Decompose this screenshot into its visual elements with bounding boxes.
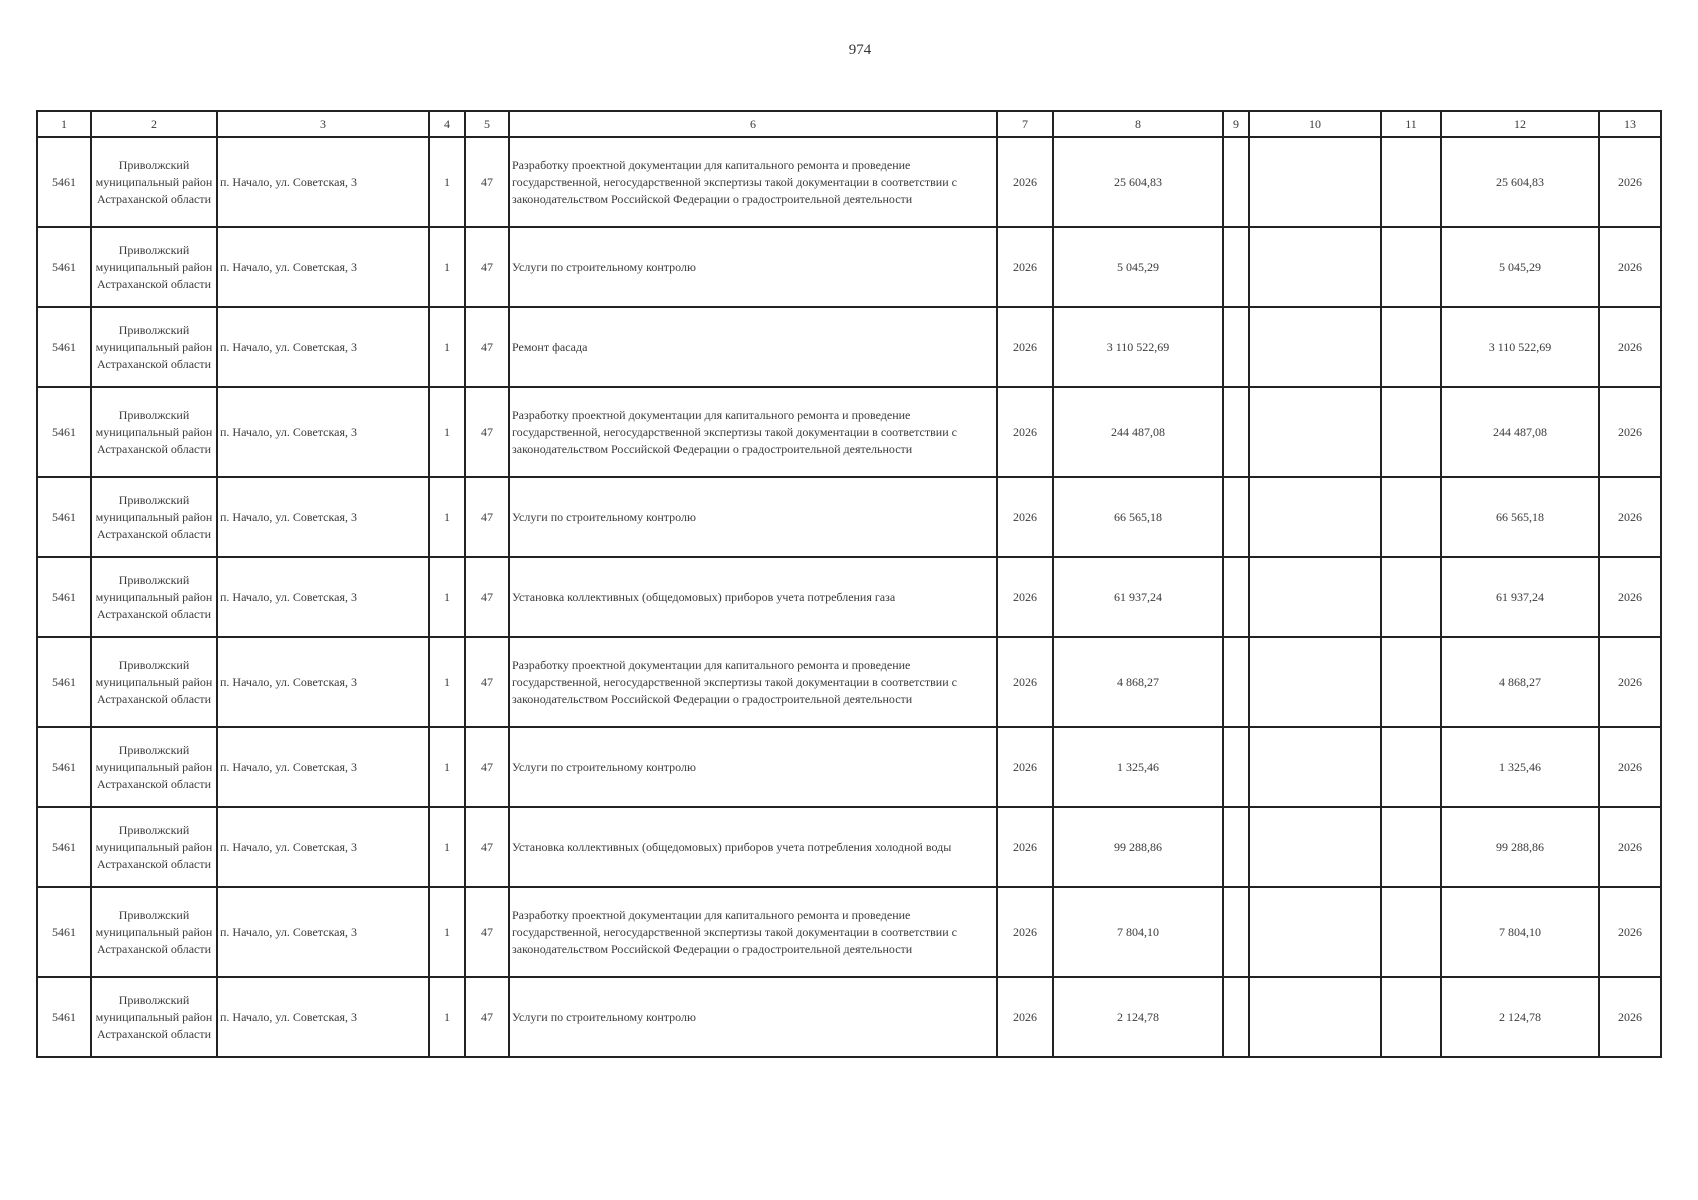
cell-end-year: 2026 <box>1599 137 1661 227</box>
table-body <box>37 137 1661 1057</box>
table-row <box>37 977 1661 1057</box>
cell-code: 5461 <box>37 887 91 977</box>
cell-col4: 1 <box>429 387 465 477</box>
cell-cost: 25 604,83 <box>1053 137 1223 227</box>
cell-address: п. Начало, ул. Советская, 3 <box>217 387 429 477</box>
cell-col4: 1 <box>429 307 465 387</box>
program-table-container <box>36 110 1660 1058</box>
cell-col9 <box>1223 977 1249 1057</box>
cell-col11 <box>1381 477 1441 557</box>
cell-col9 <box>1223 807 1249 887</box>
cell-year: 2026 <box>997 387 1053 477</box>
table-header <box>37 111 1661 137</box>
cell-code: 5461 <box>37 137 91 227</box>
cell-col10 <box>1249 557 1381 637</box>
cell-work-type: Разработку проектной документации для капитального ремонта и проведение государственной, негосударственной экспертизы такой документации в соответствии с законодательством Российской Федерации о градостроительной деятельности <box>509 137 997 227</box>
cell-col10 <box>1249 387 1381 477</box>
cell-col4: 1 <box>429 807 465 887</box>
table-row <box>37 727 1661 807</box>
cell-col10 <box>1249 637 1381 727</box>
cell-municipality: Приволжский муниципальный район Астраханской области <box>91 557 217 637</box>
cell-cost: 3 110 522,69 <box>1053 307 1223 387</box>
cell-end-year: 2026 <box>1599 727 1661 807</box>
cell-cost-total: 244 487,08 <box>1441 387 1599 477</box>
cell-col9 <box>1223 887 1249 977</box>
cell-col10 <box>1249 227 1381 307</box>
table-row <box>37 137 1661 227</box>
cell-col4: 1 <box>429 637 465 727</box>
cell-col11 <box>1381 807 1441 887</box>
table-row <box>37 307 1661 387</box>
column-header-2: 2 <box>91 111 217 137</box>
cell-year: 2026 <box>997 477 1053 557</box>
cell-end-year: 2026 <box>1599 307 1661 387</box>
cell-cost: 244 487,08 <box>1053 387 1223 477</box>
cell-end-year: 2026 <box>1599 807 1661 887</box>
cell-end-year: 2026 <box>1599 557 1661 637</box>
cell-cost: 1 325,46 <box>1053 727 1223 807</box>
cell-code: 5461 <box>37 727 91 807</box>
cell-col10 <box>1249 477 1381 557</box>
cell-municipality: Приволжский муниципальный район Астраханской области <box>91 977 217 1057</box>
program-table <box>36 110 1662 1058</box>
cell-col5: 47 <box>465 137 509 227</box>
cell-col5: 47 <box>465 887 509 977</box>
cell-cost-total: 25 604,83 <box>1441 137 1599 227</box>
cell-municipality: Приволжский муниципальный район Астраханской области <box>91 887 217 977</box>
cell-cost-total: 1 325,46 <box>1441 727 1599 807</box>
cell-municipality: Приволжский муниципальный район Астраханской области <box>91 637 217 727</box>
cell-code: 5461 <box>37 637 91 727</box>
cell-year: 2026 <box>997 807 1053 887</box>
cell-address: п. Начало, ул. Советская, 3 <box>217 307 429 387</box>
cell-col4: 1 <box>429 887 465 977</box>
cell-cost-total: 61 937,24 <box>1441 557 1599 637</box>
cell-col9 <box>1223 477 1249 557</box>
cell-work-type: Услуги по строительному контролю <box>509 977 997 1057</box>
column-header-3: 3 <box>217 111 429 137</box>
table-row <box>37 887 1661 977</box>
cell-col11 <box>1381 227 1441 307</box>
column-header-10: 10 <box>1249 111 1381 137</box>
column-header-5: 5 <box>465 111 509 137</box>
column-header-1: 1 <box>37 111 91 137</box>
cell-work-type: Разработку проектной документации для капитального ремонта и проведение государственной, негосударственной экспертизы такой документации в соответствии с законодательством Российской Федерации о градостроительной деятельности <box>509 637 997 727</box>
cell-work-type: Разработку проектной документации для капитального ремонта и проведение государственной, негосударственной экспертизы такой документации в соответствии с законодательством Российской Федерации о градостроительной деятельности <box>509 387 997 477</box>
cell-work-type: Услуги по строительному контролю <box>509 227 997 307</box>
cell-code: 5461 <box>37 477 91 557</box>
cell-code: 5461 <box>37 977 91 1057</box>
cell-col10 <box>1249 307 1381 387</box>
cell-col11 <box>1381 977 1441 1057</box>
cell-cost-total: 99 288,86 <box>1441 807 1599 887</box>
cell-cost-total: 4 868,27 <box>1441 637 1599 727</box>
cell-cost: 66 565,18 <box>1053 477 1223 557</box>
cell-address: п. Начало, ул. Советская, 3 <box>217 977 429 1057</box>
cell-col5: 47 <box>465 307 509 387</box>
cell-code: 5461 <box>37 807 91 887</box>
cell-work-type: Ремонт фасада <box>509 307 997 387</box>
cell-col4: 1 <box>429 227 465 307</box>
cell-col9 <box>1223 227 1249 307</box>
table-row <box>37 477 1661 557</box>
cell-col11 <box>1381 727 1441 807</box>
cell-address: п. Начало, ул. Советская, 3 <box>217 887 429 977</box>
table-row <box>37 227 1661 307</box>
cell-col11 <box>1381 137 1441 227</box>
cell-year: 2026 <box>997 727 1053 807</box>
cell-col9 <box>1223 387 1249 477</box>
cell-col4: 1 <box>429 477 465 557</box>
column-header-13: 13 <box>1599 111 1661 137</box>
cell-cost-total: 3 110 522,69 <box>1441 307 1599 387</box>
cell-municipality: Приволжский муниципальный район Астраханской области <box>91 387 217 477</box>
cell-col5: 47 <box>465 557 509 637</box>
cell-year: 2026 <box>997 977 1053 1057</box>
cell-col4: 1 <box>429 137 465 227</box>
cell-year: 2026 <box>997 637 1053 727</box>
cell-end-year: 2026 <box>1599 977 1661 1057</box>
table-row <box>37 557 1661 637</box>
cell-col4: 1 <box>429 727 465 807</box>
cell-code: 5461 <box>37 557 91 637</box>
cell-address: п. Начало, ул. Советская, 3 <box>217 137 429 227</box>
cell-year: 2026 <box>997 557 1053 637</box>
cell-col4: 1 <box>429 557 465 637</box>
cell-address: п. Начало, ул. Советская, 3 <box>217 807 429 887</box>
cell-col10 <box>1249 807 1381 887</box>
cell-cost: 99 288,86 <box>1053 807 1223 887</box>
cell-year: 2026 <box>997 887 1053 977</box>
cell-col11 <box>1381 557 1441 637</box>
table-row <box>37 807 1661 887</box>
cell-cost: 4 868,27 <box>1053 637 1223 727</box>
cell-cost-total: 7 804,10 <box>1441 887 1599 977</box>
cell-col10 <box>1249 137 1381 227</box>
column-header-12: 12 <box>1441 111 1599 137</box>
cell-col11 <box>1381 887 1441 977</box>
table-row <box>37 387 1661 477</box>
cell-end-year: 2026 <box>1599 637 1661 727</box>
cell-col5: 47 <box>465 807 509 887</box>
column-header-9: 9 <box>1223 111 1249 137</box>
cell-cost: 5 045,29 <box>1053 227 1223 307</box>
cell-col11 <box>1381 307 1441 387</box>
cell-year: 2026 <box>997 307 1053 387</box>
cell-municipality: Приволжский муниципальный район Астраханской области <box>91 727 217 807</box>
cell-municipality: Приволжский муниципальный район Астраханской области <box>91 137 217 227</box>
cell-col9 <box>1223 557 1249 637</box>
cell-end-year: 2026 <box>1599 387 1661 477</box>
cell-col10 <box>1249 977 1381 1057</box>
column-header-11: 11 <box>1381 111 1441 137</box>
table-row <box>37 637 1661 727</box>
cell-col5: 47 <box>465 727 509 807</box>
cell-work-type: Разработку проектной документации для капитального ремонта и проведение государственной, негосударственной экспертизы такой документации в соответствии с законодательством Российской Федерации о градостроительной деятельности <box>509 887 997 977</box>
cell-col9 <box>1223 307 1249 387</box>
cell-end-year: 2026 <box>1599 477 1661 557</box>
cell-cost: 61 937,24 <box>1053 557 1223 637</box>
cell-col5: 47 <box>465 227 509 307</box>
cell-col11 <box>1381 637 1441 727</box>
cell-col11 <box>1381 387 1441 477</box>
cell-col5: 47 <box>465 387 509 477</box>
cell-work-type: Установка коллективных (общедомовых) приборов учета потребления газа <box>509 557 997 637</box>
cell-municipality: Приволжский муниципальный район Астраханской области <box>91 227 217 307</box>
column-header-4: 4 <box>429 111 465 137</box>
cell-municipality: Приволжский муниципальный район Астраханской области <box>91 307 217 387</box>
cell-cost: 2 124,78 <box>1053 977 1223 1057</box>
cell-code: 5461 <box>37 227 91 307</box>
cell-year: 2026 <box>997 227 1053 307</box>
page-number: 974 <box>848 42 872 58</box>
cell-col4: 1 <box>429 977 465 1057</box>
cell-col5: 47 <box>465 637 509 727</box>
cell-col10 <box>1249 887 1381 977</box>
cell-col5: 47 <box>465 477 509 557</box>
cell-code: 5461 <box>37 387 91 477</box>
cell-address: п. Начало, ул. Советская, 3 <box>217 637 429 727</box>
cell-year: 2026 <box>997 137 1053 227</box>
cell-code: 5461 <box>37 307 91 387</box>
cell-end-year: 2026 <box>1599 227 1661 307</box>
cell-cost: 7 804,10 <box>1053 887 1223 977</box>
cell-work-type: Установка коллективных (общедомовых) приборов учета потребления холодной воды <box>509 807 997 887</box>
cell-col5: 47 <box>465 977 509 1057</box>
cell-municipality: Приволжский муниципальный район Астраханской области <box>91 477 217 557</box>
cell-col9 <box>1223 137 1249 227</box>
column-header-7: 7 <box>997 111 1053 137</box>
cell-municipality: Приволжский муниципальный район Астраханской области <box>91 807 217 887</box>
cell-address: п. Начало, ул. Советская, 3 <box>217 227 429 307</box>
cell-col9 <box>1223 727 1249 807</box>
cell-col10 <box>1249 727 1381 807</box>
cell-cost-total: 66 565,18 <box>1441 477 1599 557</box>
cell-address: п. Начало, ул. Советская, 3 <box>217 557 429 637</box>
cell-cost-total: 5 045,29 <box>1441 227 1599 307</box>
cell-col9 <box>1223 637 1249 727</box>
cell-end-year: 2026 <box>1599 887 1661 977</box>
cell-work-type: Услуги по строительному контролю <box>509 727 997 807</box>
column-header-6: 6 <box>509 111 997 137</box>
header-row <box>37 111 1661 137</box>
cell-address: п. Начало, ул. Советская, 3 <box>217 477 429 557</box>
cell-cost-total: 2 124,78 <box>1441 977 1599 1057</box>
cell-work-type: Услуги по строительному контролю <box>509 477 997 557</box>
cell-address: п. Начало, ул. Советская, 3 <box>217 727 429 807</box>
column-header-8: 8 <box>1053 111 1223 137</box>
